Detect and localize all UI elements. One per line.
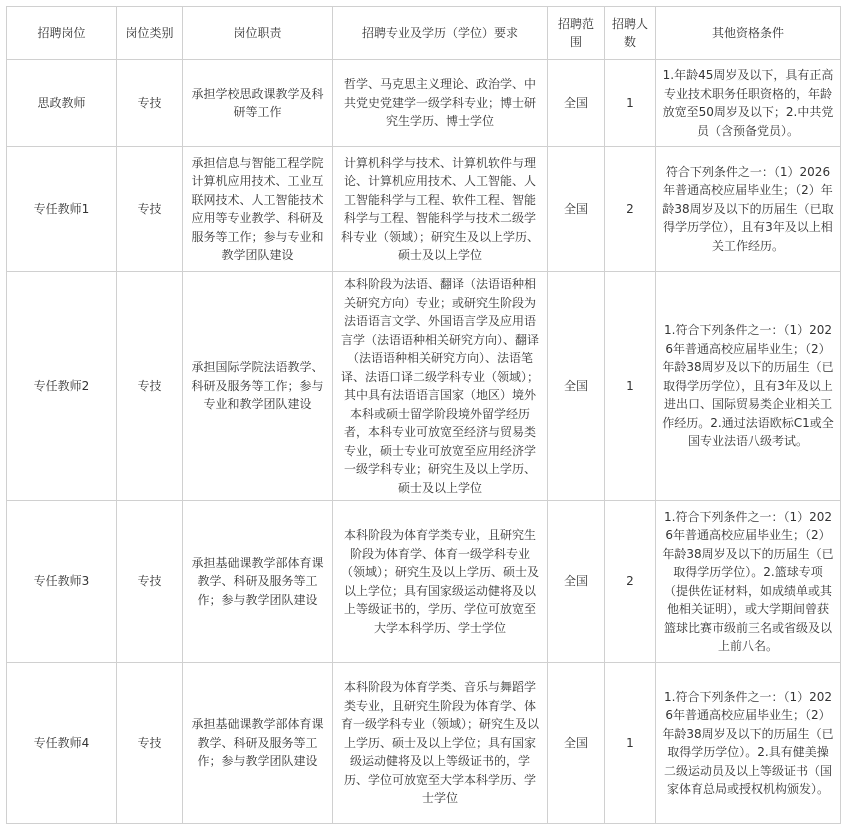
cell-count: 2	[605, 147, 656, 272]
cell-other-conditions: 1.符合下列条件之一：（1）2026年普通高校应届毕业生；（2）年龄38周岁及以下的历届生（已取得学历学位）。2.篮球专项（提供佐证材料，如成绩单或其他相关证明），或大学期间曾获篮球比赛市级前三名或省级及以上前八名。	[656, 501, 841, 663]
cell-position: 专任教师1	[7, 147, 117, 272]
table-row	[7, 663, 841, 824]
cell-position: 专任教师4	[7, 663, 117, 824]
header-other-conditions: 其他资格条件	[656, 7, 841, 60]
cell-other-conditions: 1.符合下列条件之一：（1）2026年普通高校应届毕业生；（2）年龄38周岁及以下的历届生（已取得学历学位），且有3年及以上进出口、国际贸易类企业相关工作经历。2.通过法语欧标C1或全国专业法语八级考试。	[656, 272, 841, 501]
cell-scope: 全国	[548, 663, 605, 824]
table-row	[7, 501, 841, 663]
header-major-requirements: 招聘专业及学历（学位）要求	[333, 7, 548, 60]
recruitment-table-container	[6, 6, 841, 824]
cell-major-requirements: 本科阶段为法语、翻译（法语语种相关研究方向）专业；或研究生阶段为法语语言文学、外国语言学及应用语言学（法语语种相关研究方向）、翻译（法语语种相关研究方向）、法语笔译、法语口译二级学科专业（领域）；其中具有法语语言国家（地区）境外本科或硕士留学阶段境外留学经历者，本科专业可放宽至经济与贸易类专业，硕士专业可放宽至应用经济学一级学科专业；研究生及以上学历、硕士及以上学位	[333, 272, 548, 501]
cell-duties: 承担国际学院法语教学、科研及服务等工作；参与专业和教学团队建设	[183, 272, 333, 501]
cell-other-conditions: 1.年龄45周岁及以下，具有正高专业技术职务任职资格的，年龄放宽至50周岁及以下；2.中共党员（含预备党员）。	[656, 60, 841, 147]
header-position: 招聘岗位	[7, 7, 117, 60]
cell-category: 专技	[117, 663, 183, 824]
cell-position: 思政教师	[7, 60, 117, 147]
table-row	[7, 60, 841, 147]
header-count: 招聘人数	[605, 7, 656, 60]
cell-scope: 全国	[548, 147, 605, 272]
cell-count: 1	[605, 663, 656, 824]
header-row	[7, 7, 841, 60]
cell-scope: 全国	[548, 272, 605, 501]
cell-position: 专任教师3	[7, 501, 117, 663]
table-row	[7, 272, 841, 501]
header-scope: 招聘范围	[548, 7, 605, 60]
cell-major-requirements: 本科阶段为体育学类专业，且研究生阶段为体育学、体育一级学科专业（领域）；研究生及以上学历、硕士及以上学位；具有国家级运动健将及以上等级证书的，学历、学位可放宽至大学本科学历、学士学位	[333, 501, 548, 663]
cell-category: 专技	[117, 501, 183, 663]
table-row	[7, 147, 841, 272]
cell-major-requirements: 哲学、马克思主义理论、政治学、中共党史党建学一级学科专业；博士研究生学历、博士学位	[333, 60, 548, 147]
header-duties: 岗位职责	[183, 7, 333, 60]
header-category: 岗位类别	[117, 7, 183, 60]
cell-count: 2	[605, 501, 656, 663]
recruitment-table	[6, 6, 841, 824]
cell-category: 专技	[117, 272, 183, 501]
cell-duties: 承担学校思政课教学及科研等工作	[183, 60, 333, 147]
cell-category: 专技	[117, 60, 183, 147]
cell-count: 1	[605, 272, 656, 501]
cell-position: 专任教师2	[7, 272, 117, 501]
cell-duties: 承担基础课教学部体育课教学、科研及服务等工作；参与教学团队建设	[183, 663, 333, 824]
cell-duties: 承担信息与智能工程学院计算机应用技术、工业互联网技术、人工智能技术应用等专业教学、科研及服务等工作；参与专业和教学团队建设	[183, 147, 333, 272]
cell-scope: 全国	[548, 60, 605, 147]
cell-major-requirements: 本科阶段为体育学类、音乐与舞蹈学类专业，且研究生阶段为体育学、体育一级学科专业（领域）；研究生及以上学历、硕士及以上学位；具有国家级运动健将及以上等级证书的，学历、学位可放宽至大学本科学历、学士学位	[333, 663, 548, 824]
cell-scope: 全国	[548, 501, 605, 663]
cell-major-requirements: 计算机科学与技术、计算机软件与理论、计算机应用技术、人工智能、人工智能科学与工程、软件工程、智能科学与工程、智能科学与技术二级学科专业（领域）；研究生及以上学历、硕士及以上学位	[333, 147, 548, 272]
cell-duties: 承担基础课教学部体育课教学、科研及服务等工作；参与教学团队建设	[183, 501, 333, 663]
cell-category: 专技	[117, 147, 183, 272]
cell-other-conditions: 符合下列条件之一：（1）2026年普通高校应届毕业生；（2）年龄38周岁及以下的历届生（已取得学历学位），且有3年及以上相关工作经历。	[656, 147, 841, 272]
cell-other-conditions: 1.符合下列条件之一：（1）2026年普通高校应届毕业生；（2）年龄38周岁及以下的历届生（已取得学历学位）。2.具有健美操二级运动员及以上等级证书（国家体育总局或授权机构颁发）。	[656, 663, 841, 824]
cell-count: 1	[605, 60, 656, 147]
